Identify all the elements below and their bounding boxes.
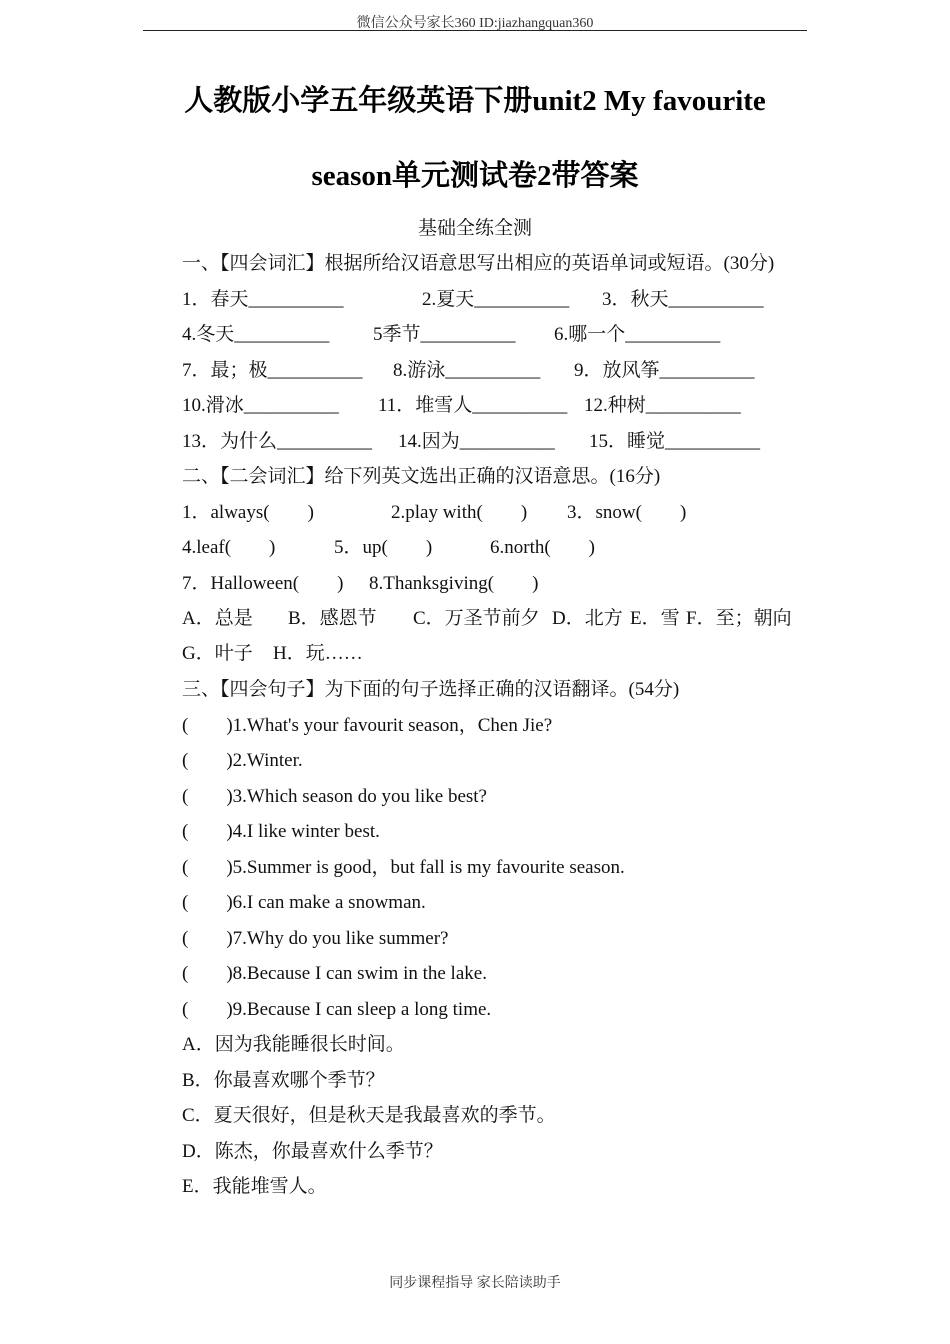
section-3-heading bbox=[182, 674, 679, 701]
page-header: 微信公众号家长360 ID:jiazhangquan360 bbox=[356, 16, 594, 31]
word-match-item: 4.leaf( ) bbox=[182, 537, 276, 558]
document-title-line-2: season单元测试卷2带答案 bbox=[311, 160, 639, 192]
section-3-score: (54分) bbox=[628, 679, 680, 700]
word-match-item: 1．always( ) bbox=[182, 502, 314, 523]
section-1-score: (30分) bbox=[723, 253, 775, 274]
word-match-row bbox=[182, 568, 822, 594]
sentence-item: ( )4.I like winter best. bbox=[182, 821, 380, 842]
header-divider bbox=[143, 30, 807, 31]
vocab-row bbox=[182, 426, 822, 452]
vocab-row bbox=[182, 390, 822, 416]
word-match-item: 2.play with( ) bbox=[391, 502, 528, 523]
sentence-item: ( )5.Summer is good，but fall is my favourite season. bbox=[182, 857, 625, 878]
vocab-row bbox=[182, 284, 822, 310]
vocab-item: 14.因为__________ bbox=[398, 431, 555, 452]
word-match-item: 7．Halloween( ) bbox=[182, 573, 344, 594]
vocab-item: 12.种树__________ bbox=[584, 395, 741, 416]
sentence-item: ( )9.Because I can sleep a long time. bbox=[182, 999, 492, 1020]
vocab-item: 11．堆雪人__________ bbox=[378, 395, 568, 416]
option-item: D．北方 bbox=[552, 608, 623, 629]
word-match-item: 5．up( ) bbox=[334, 537, 433, 558]
section-2-heading bbox=[182, 461, 660, 488]
section-1-heading-text: 一、【四会词汇】根据所给汉语意思写出相应的英语单词或短语。 bbox=[182, 252, 724, 274]
option-item: F．至；朝向 bbox=[686, 608, 792, 629]
option-item: E．雪 bbox=[630, 608, 680, 629]
vocab-item: 1．春天__________ bbox=[182, 289, 344, 310]
word-match-item: 8.Thanksgiving( ) bbox=[369, 573, 539, 594]
vocab-item: 6.哪一个__________ bbox=[554, 324, 721, 345]
section-3-heading-text: 三、【四会句子】为下面的句子选择正确的汉语翻译。 bbox=[182, 678, 629, 700]
sentence-item: ( )6.I can make a snowman. bbox=[182, 892, 426, 913]
vocab-item: 15．睡觉__________ bbox=[589, 431, 761, 452]
options-row bbox=[182, 603, 802, 629]
option-item: G．叶子 bbox=[182, 643, 253, 664]
section-2-heading-text: 二、【二会词汇】给下列英文选出正确的汉语意思。 bbox=[182, 465, 610, 487]
translation-option: A．因为我能睡很长时间。 bbox=[182, 1034, 405, 1055]
vocab-item: 10.滑冰__________ bbox=[182, 395, 339, 416]
page-footer: 同步课程指导 家长陪读助手 bbox=[389, 1276, 561, 1291]
word-match-row bbox=[182, 497, 822, 523]
vocab-item: 5季节__________ bbox=[373, 324, 516, 345]
vocab-item: 8.游泳__________ bbox=[393, 360, 541, 381]
vocab-item: 9．放风筝__________ bbox=[574, 360, 755, 381]
vocab-item: 2.夏天__________ bbox=[422, 289, 570, 310]
translation-option: B．你最喜欢哪个季节？ bbox=[182, 1070, 385, 1091]
option-item: A．总是 bbox=[182, 608, 253, 629]
translation-option: E．我能堆雪人。 bbox=[182, 1176, 327, 1197]
section-2-score: (16分) bbox=[609, 466, 661, 487]
vocab-row bbox=[182, 319, 822, 345]
vocab-item: 13．为什么__________ bbox=[182, 431, 373, 452]
option-item: C．万圣节前夕 bbox=[413, 608, 540, 629]
word-match-item: 3．snow( ) bbox=[567, 502, 687, 523]
translation-option: C．夏天很好，但是秋天是我最喜欢的季节。 bbox=[182, 1105, 556, 1126]
translation-option: D．陈杰，你最喜欢什么季节？ bbox=[182, 1141, 443, 1162]
vocab-row bbox=[182, 355, 822, 381]
section-1-heading bbox=[182, 248, 774, 275]
sentence-item: ( )7.Why do you like summer? bbox=[182, 928, 449, 949]
document-title-line-1: 人教版小学五年级英语下册unit2 My favourite bbox=[184, 85, 766, 117]
word-match-row bbox=[182, 532, 822, 558]
vocab-item: 4.冬天__________ bbox=[182, 324, 330, 345]
vocab-item: 7．最；极__________ bbox=[182, 360, 363, 381]
vocab-item: 3．秋天__________ bbox=[602, 289, 764, 310]
document-subtitle: 基础全练全测 bbox=[417, 217, 532, 239]
sentence-item: ( )8.Because I can swim in the lake. bbox=[182, 963, 487, 984]
options-row bbox=[182, 638, 482, 664]
option-item: H．玩…… bbox=[273, 643, 363, 664]
word-match-item: 6.north( ) bbox=[490, 537, 596, 558]
sentence-item: ( )1.What's your favourit season，Chen Jie? bbox=[182, 715, 553, 736]
sentence-item: ( )3.Which season do you like best? bbox=[182, 786, 487, 807]
sentence-item: ( )2.Winter. bbox=[182, 750, 303, 771]
option-item: B．感恩节 bbox=[288, 608, 377, 629]
